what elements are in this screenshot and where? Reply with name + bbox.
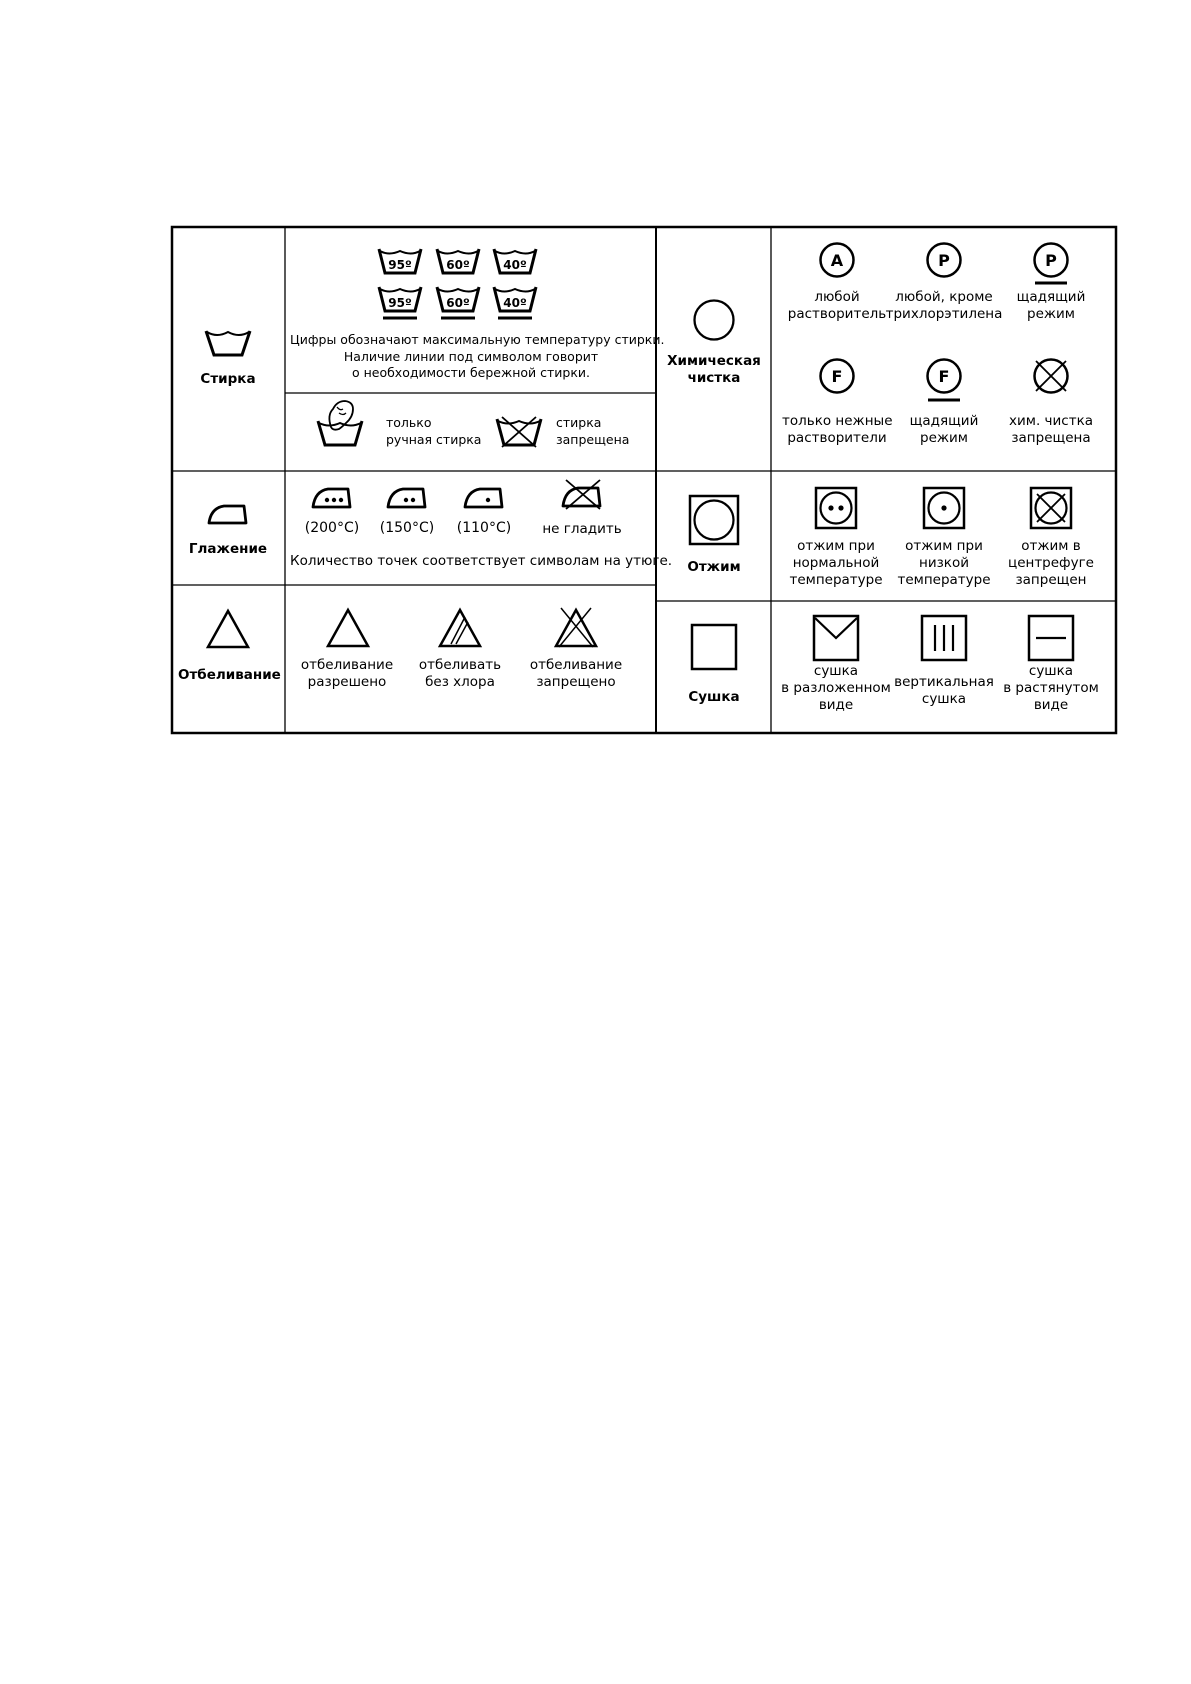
dry-clean-f-letter: F <box>831 367 843 386</box>
dry-clean-gentle-p-label: щадящий режим <box>1016 289 1086 322</box>
wash-95-gentle-icon <box>377 284 423 322</box>
wash-95-gentle-label: 95º <box>388 296 412 310</box>
spin-normal-label: отжим при нормальной температуре <box>789 538 883 588</box>
dry-vertical-icon <box>920 614 968 662</box>
dry-clean-a-letter: A <box>830 251 844 270</box>
wash-40-gentle-icon <box>492 284 538 322</box>
ironing-note: Количество точек соответствует символам на утюге. <box>290 553 673 569</box>
dry-stretched-label: сушка в растянутом виде <box>1003 663 1099 713</box>
ironing-title: Глажение <box>188 541 268 557</box>
wash-95-icon <box>377 246 423 276</box>
dry-vertical-label: вертикальная сушка <box>894 674 994 707</box>
washing-icon <box>203 326 253 358</box>
dry-clean-mild-icon <box>818 357 856 395</box>
dry-clean-gentle-p-letter: P <box>1045 251 1057 270</box>
iron-two-dots-icon <box>385 482 429 510</box>
dry-stretched-icon <box>1027 614 1075 662</box>
dry-clean-except-tce-icon <box>925 241 963 279</box>
no-wash-label: стирка запрещена <box>556 415 630 447</box>
drying-icon <box>690 623 738 671</box>
bleaching-icon <box>205 608 251 650</box>
no-wash-icon <box>494 415 544 449</box>
spin-title: Отжим <box>687 559 741 575</box>
bleach-forbidden-icon <box>553 605 599 649</box>
spin-low-icon <box>922 486 966 530</box>
spin-normal-icon <box>814 486 858 530</box>
hand-wash-icon <box>315 397 365 449</box>
dry-clean-mild-label: только нежные растворители <box>782 413 893 446</box>
wash-60-gentle-label: 60º <box>446 296 470 310</box>
dry-clean-gentle-p-icon <box>1032 241 1070 287</box>
bleaching-title: Отбеливание <box>178 667 281 683</box>
drying-title: Сушка <box>688 689 740 705</box>
bleach-no-chlorine-label: отбеливать без хлора <box>418 657 502 690</box>
dry-clean-any-label: любой растворитель <box>787 289 887 322</box>
bleach-forbidden-label: отбеливание запрещено <box>529 657 623 690</box>
bleach-allowed-icon <box>325 607 371 649</box>
dry-clean-any-icon <box>818 241 856 279</box>
dry-clean-forbidden-label: хим. чистка запрещена <box>1009 413 1093 446</box>
spin-low-label: отжим при низкой температуре <box>897 538 991 588</box>
ironing-icon <box>206 500 250 526</box>
spin-forbidden-icon <box>1029 486 1073 530</box>
wash-60-gentle-icon <box>435 284 481 322</box>
washing-note: Цифры обозначают максимальную температуру стирки. Наличие линии под символом говорит о необходимости бережной стирки. <box>290 332 665 380</box>
wash-60-icon <box>435 246 481 276</box>
washing-title: Стирка <box>200 371 256 387</box>
wash-40-label: 40º <box>503 258 527 272</box>
wash-95-label: 95º <box>388 258 412 272</box>
dry-clean-gentle-f-letter: F <box>938 367 950 386</box>
wash-40-icon <box>492 246 538 276</box>
spin-forbidden-label: отжим в центрефуге запрещен <box>1008 538 1094 588</box>
iron-110-label: (110°С) <box>456 520 512 536</box>
hand-wash-label: только ручная стирка <box>386 415 482 447</box>
dry-clean-gentle-f-icon <box>925 357 963 403</box>
bleach-no-chlorine-icon <box>437 607 483 649</box>
dry-flat-icon <box>812 614 860 662</box>
dry-flat-label: сушка в разложенном виде <box>781 663 891 713</box>
spin-icon <box>688 494 740 546</box>
dry-clean-except-tce-label: любой, кроме трихлорэтилена <box>885 289 1003 322</box>
no-iron-icon <box>560 478 604 510</box>
bleach-allowed-label: отбеливание разрешено <box>300 657 394 690</box>
dry-cleaning-title: Химическая чистка <box>667 353 761 386</box>
iron-three-dots-icon <box>310 482 354 510</box>
wash-40-gentle-label: 40º <box>503 296 527 310</box>
wash-60-label: 60º <box>446 258 470 272</box>
iron-150-label: (150°С) <box>379 520 435 536</box>
dry-clean-forbidden-icon <box>1032 357 1070 395</box>
dry-clean-gentle-f-label: щадящий режим <box>909 413 979 446</box>
dry-clean-p-letter: P <box>938 251 950 270</box>
iron-one-dot-icon <box>462 482 506 510</box>
no-iron-label: не гладить <box>542 521 622 537</box>
dry-cleaning-icon <box>692 298 736 342</box>
iron-200-label: (200°С) <box>304 520 360 536</box>
